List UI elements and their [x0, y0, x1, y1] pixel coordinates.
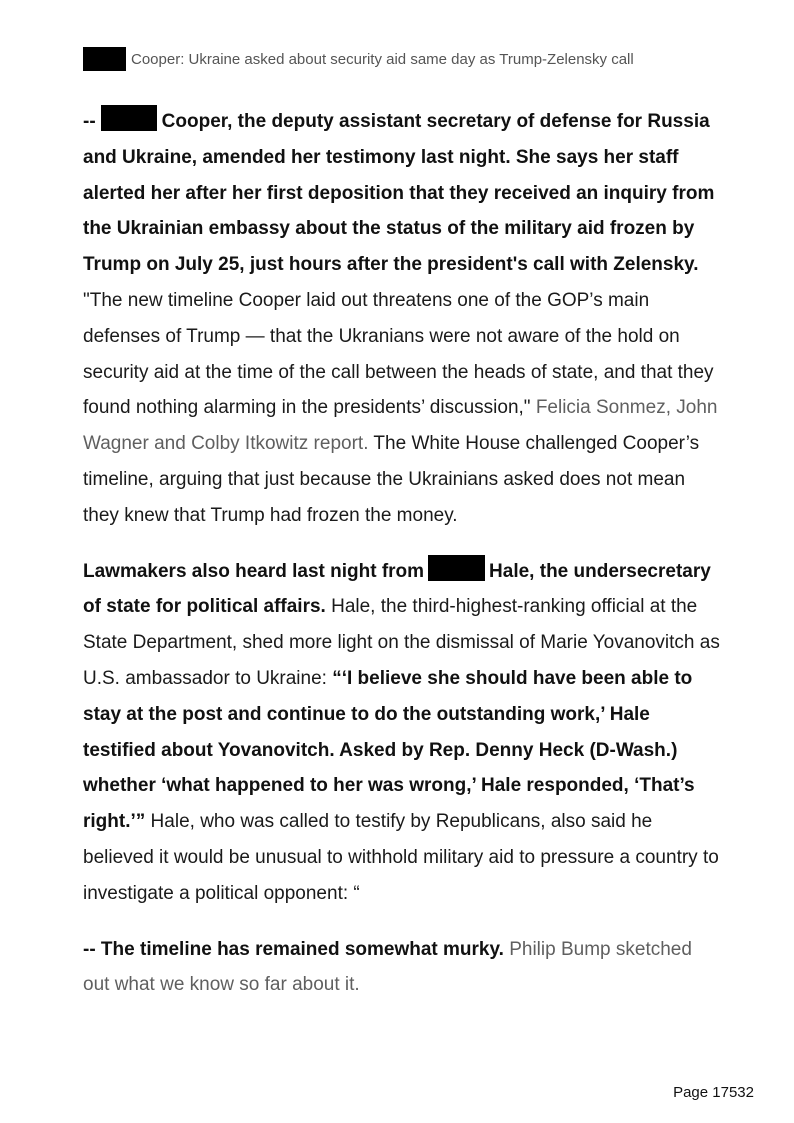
page-number: Page 17532: [673, 1084, 754, 1101]
hale-text-a: Hale, the third-highest-ranking official at the State Department, shed more light on the dismissal of Marie Yovanovitch as U.S. ambassador to Ukraine:: [83, 596, 720, 689]
hale-bold-quote: “‘I believe she should have been able to stay at the post and continue to do the outstanding work,’ Hale testified about Yovanovitch. Asked by Rep. Denny Heck (D-Wash.) whether ‘what happened to her was wrong,’ Hale responded, ‘That’s right.’”: [83, 667, 695, 833]
article-body: [83, 104, 723, 1023]
hale-lead-bold-b: Hale, the undersecretary of state for political affairs.: [83, 560, 711, 618]
redaction-block: [83, 47, 126, 71]
paragraph-hale: [83, 554, 723, 912]
hale-text-b: Hale, who was called to testify by Republicans, also said he believed it would be unusual to withhold military aid to pressure a country to investigate a political opponent: “: [83, 811, 719, 904]
document-header: [83, 47, 634, 71]
timeline-link-text: Philip Bump sketched out what we know so far about it.: [83, 938, 692, 996]
cooper-lead-bold: Cooper, the deputy assistant secretary of defense for Russia and Ukraine, amended her testimony last night. She says her staff alerted her after her first deposition that they received an inquiry from the Ukrainian embassy about the status of the military aid frozen by Trump on July 25, just hours after the president's call with Zelensky.: [83, 111, 715, 276]
timeline-bold: -- The timeline has remained somewhat murky.: [83, 938, 504, 960]
paragraph-cooper: [83, 104, 723, 534]
paragraph-timeline: [83, 932, 723, 1004]
header-title: Cooper: Ukraine asked about security aid same day as Trump-Zelensky call: [131, 50, 634, 68]
cooper-quote: "The new timeline Cooper laid out threatens one of the GOP’s main defenses of Trump — that the Ukranians were not aware of the hold on security aid at the time of the call between the heads of state, and that they found nothing alarming in the presidents’ discussion,": [83, 289, 714, 419]
hale-lead-bold-a: Lawmakers also heard last night from: [83, 560, 425, 582]
cooper-attribution: Felicia Sonmez, John Wagner and Colby Itkowitz report.: [83, 397, 718, 455]
redaction-block: [101, 105, 157, 131]
redaction-block: [428, 555, 485, 581]
cooper-rest: The White House challenged Cooper’s timeline, arguing that just because the Ukrainians asked does not mean they knew that Trump had frozen the money.: [83, 433, 700, 526]
leading-dash: --: [83, 111, 96, 132]
